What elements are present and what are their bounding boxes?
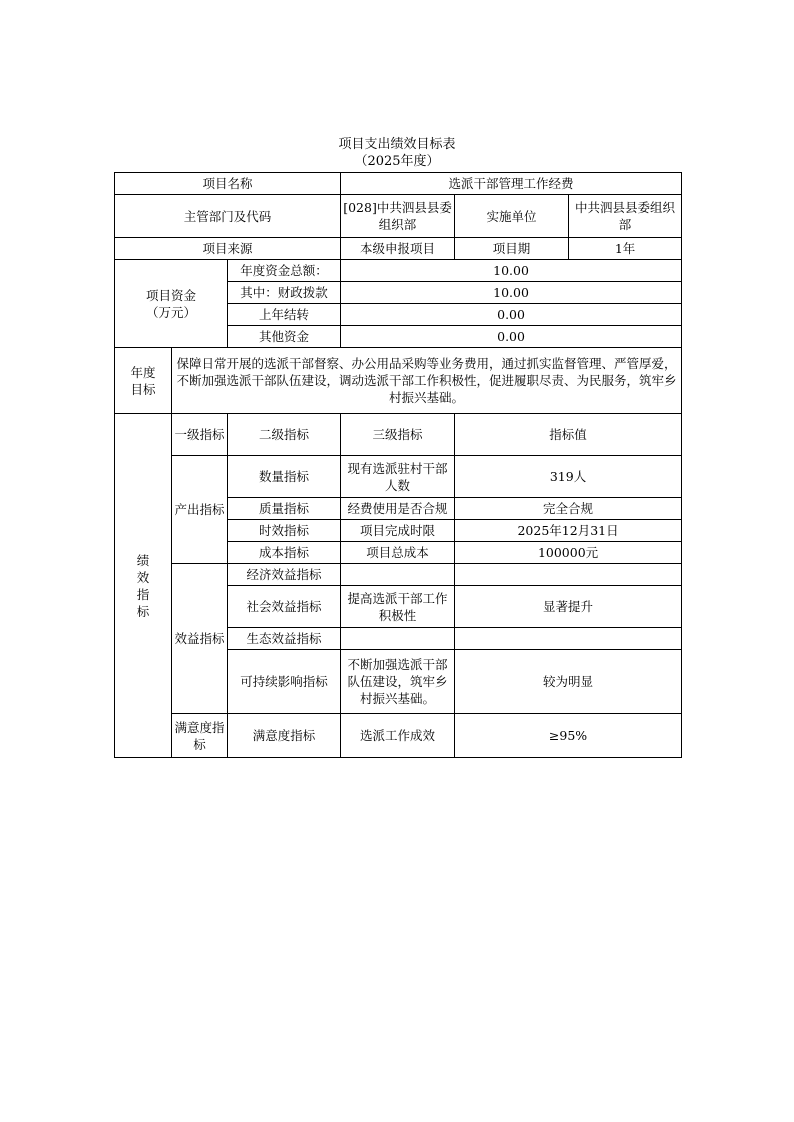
output-l2: 时效指标 xyxy=(228,520,341,542)
benefit-l3: 提高选派干部工作积极性 xyxy=(341,586,455,628)
benefit-l2: 可持续影响指标 xyxy=(228,650,341,714)
period-label: 项目期 xyxy=(455,238,569,260)
satisfaction-label: 满意度指标 xyxy=(172,714,228,758)
row-funds-total xyxy=(115,260,682,282)
output-value: 319人 xyxy=(455,456,682,498)
row-project-name xyxy=(115,173,682,195)
dept-label: 主管部门及代码 xyxy=(115,195,341,238)
goal-label xyxy=(115,348,172,414)
project-name-label: 项目名称 xyxy=(115,173,341,195)
table-row xyxy=(115,456,682,498)
funds-label-line2: （万元） xyxy=(145,304,196,320)
funds-fiscal-value: 10.00 xyxy=(341,282,682,304)
benefit-value: 显著提升 xyxy=(455,586,682,628)
table-row xyxy=(115,714,682,758)
perf-label-char4: 标 xyxy=(136,603,150,619)
row-department xyxy=(115,195,682,238)
header-value: 指标值 xyxy=(455,414,682,456)
goal-label-line1: 年度 xyxy=(130,364,156,380)
period-value: 1年 xyxy=(569,238,682,260)
funds-fiscal-label: 其中：财政拨款 xyxy=(228,282,341,304)
header-level3: 三级指标 xyxy=(341,414,455,456)
output-l2: 数量指标 xyxy=(228,456,341,498)
benefit-value xyxy=(455,628,682,650)
funds-other-value: 0.00 xyxy=(341,326,682,348)
benefit-l2: 生态效益指标 xyxy=(228,628,341,650)
output-l3: 现有选派驻村干部人数 xyxy=(341,456,455,498)
row-source xyxy=(115,238,682,260)
doc-title: 项目支出绩效目标表 xyxy=(338,137,456,152)
funds-other-label: 其他资金 xyxy=(228,326,341,348)
benefit-value xyxy=(455,564,682,586)
output-l2: 质量指标 xyxy=(228,498,341,520)
source-label: 项目来源 xyxy=(115,238,341,260)
output-l2: 成本指标 xyxy=(228,542,341,564)
funds-label-line1: 项目资金 xyxy=(145,287,196,303)
source-value: 本级申报项目 xyxy=(341,238,455,260)
dept-value: [028]中共泗县县委组织部 xyxy=(341,195,455,238)
goal-text: 保障日常开展的选派干部督察、办公用品采购等业务费用，通过抓实监督管理、严管厚爱，不断加强选派干部队伍建设，调动选派干部工作积极性，促进履职尽责、为民服务，筑牢乡村振兴基础。 xyxy=(172,348,682,414)
perf-label xyxy=(115,414,172,758)
satisfaction-value: ≥95% xyxy=(455,714,682,758)
doc-year: （2025年度） xyxy=(354,154,440,169)
benefit-l2: 经济效益指标 xyxy=(228,564,341,586)
perf-label-char2: 效 xyxy=(136,569,150,585)
table-row xyxy=(115,564,682,586)
goal-label-line2: 目标 xyxy=(130,381,156,397)
benefit-value: 较为明显 xyxy=(455,650,682,714)
header-level2: 二级指标 xyxy=(228,414,341,456)
funds-carryover-label: 上年结转 xyxy=(228,304,341,326)
funds-label xyxy=(115,260,228,348)
output-label: 产出指标 xyxy=(172,456,228,564)
output-value: 2025年12月31日 xyxy=(455,520,682,542)
output-l3: 项目总成本 xyxy=(341,542,455,564)
performance-table xyxy=(114,172,682,758)
funds-total-label: 年度资金总额： xyxy=(228,260,341,282)
output-value: 完全合规 xyxy=(455,498,682,520)
benefit-l3 xyxy=(341,564,455,586)
project-name-value: 选派干部管理工作经费 xyxy=(341,173,682,195)
row-perf-header xyxy=(115,414,682,456)
impl-unit-label: 实施单位 xyxy=(455,195,569,238)
perf-label-char1: 绩 xyxy=(136,552,150,568)
funds-carryover-value: 0.00 xyxy=(341,304,682,326)
funds-total-value: 10.00 xyxy=(341,260,682,282)
benefit-l3: 不断加强选派干部队伍建设，筑牢乡村振兴基础。 xyxy=(341,650,455,714)
benefit-label: 效益指标 xyxy=(172,564,228,714)
output-value: 100000元 xyxy=(455,542,682,564)
output-l3: 经费使用是否合规 xyxy=(341,498,455,520)
header-level1: 一级指标 xyxy=(172,414,228,456)
benefit-l2: 社会效益指标 xyxy=(228,586,341,628)
satisfaction-l3: 选派工作成效 xyxy=(341,714,455,758)
impl-unit-value: 中共泗县县委组织部 xyxy=(569,195,682,238)
perf-label-char3: 指 xyxy=(136,586,150,602)
benefit-l3 xyxy=(341,628,455,650)
output-l3: 项目完成时限 xyxy=(341,520,455,542)
row-annual-goal xyxy=(115,348,682,414)
satisfaction-l2: 满意度指标 xyxy=(228,714,341,758)
